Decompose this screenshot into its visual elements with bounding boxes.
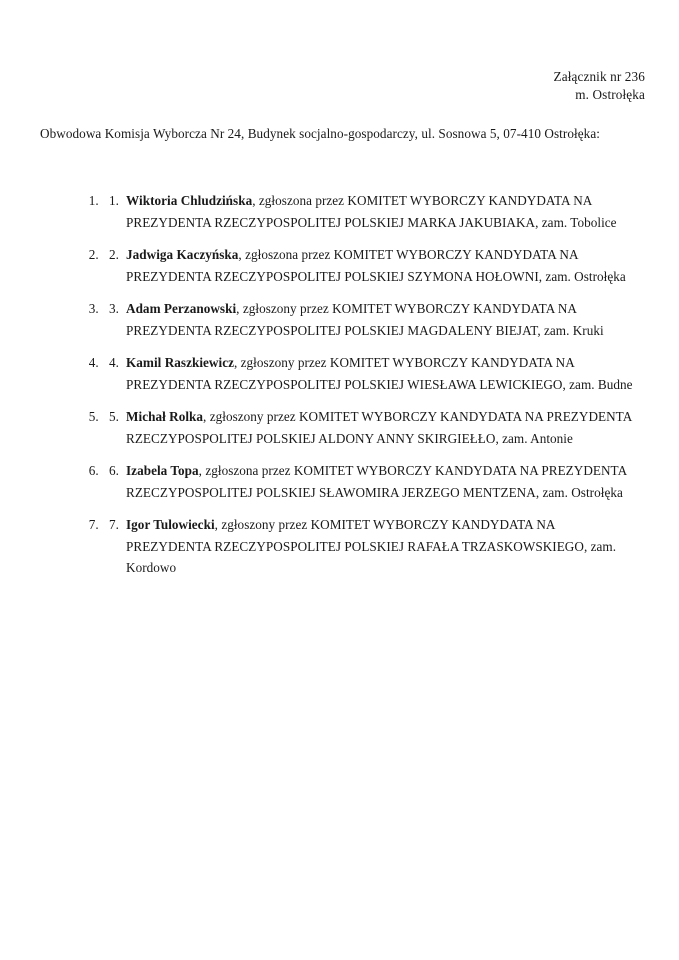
candidate-name: Jadwiga Kaczyńska [126, 247, 239, 262]
list-item [102, 352, 643, 395]
list-item [102, 460, 643, 503]
list-item-number: 7. 7. [109, 517, 119, 532]
candidate-description: , zgłoszony przez KOMITET WYBORCZY KANDYDATA NA PREZYDENTA RZECZYPOSPOLITEJ POLSKIEJ RAFAŁA TRZASKOWSKIEGO, zam. Kordowo [126, 517, 617, 575]
candidate-description: , zgłoszona przez KOMITET WYBORCZY KANDYDATA NA PREZYDENTA RZECZYPOSPOLITEJ POLSKIEJ SŁAWOMIRA JERZEGO MENTZENA, zam. Ostrołęka [126, 463, 627, 500]
list-item [102, 244, 643, 287]
candidate-list [62, 190, 643, 579]
list-item-number: 5. 5. [109, 409, 119, 424]
attachment-number: Załącznik nr 236 [553, 69, 645, 84]
candidate-name: Michał Rolka [126, 409, 204, 424]
candidate-name: Kamil Raszkiewicz [126, 355, 234, 370]
candidate-name: Wiktoria Chludzińska [126, 193, 253, 208]
list-item-number: 4. 4. [109, 355, 119, 370]
list-item [102, 190, 643, 233]
candidate-description: , zgłoszony przez KOMITET WYBORCZY KANDYDATA NA PREZYDENTA RZECZYPOSPOLITEJ POLSKIEJ WIESŁAWA LEWICKIEGO, zam. Budne [126, 355, 633, 392]
list-item-number: 3. 3. [109, 301, 119, 316]
candidate-description: , zgłoszony przez KOMITET WYBORCZY KANDYDATA NA PREZYDENTA RZECZYPOSPOLITEJ POLSKIEJ MAGDALENY BIEJAT, zam. Kruki [126, 301, 604, 338]
commission-heading: Obwodowa Komisja Wyborcza Nr 24, Budynek socjalno-gospodarczy, ul. Sosnowa 5, 07-410 Ostrołęka: [40, 126, 600, 141]
list-item [102, 406, 643, 449]
candidate-name: Izabela Topa [126, 463, 199, 478]
candidate-description: , zgłoszona przez KOMITET WYBORCZY KANDYDATA NA PREZYDENTA RZECZYPOSPOLITEJ POLSKIEJ MARKA JAKUBIAKA, zam. Tobolice [126, 193, 617, 230]
candidate-name: Igor Tulowiecki [126, 517, 215, 532]
municipality-name: m. Ostrołęka [575, 87, 645, 102]
list-item-number: 6. 6. [109, 463, 119, 478]
list-item [102, 298, 643, 341]
document-header [554, 68, 645, 104]
candidate-name: Adam Perzanowski [126, 301, 237, 316]
candidate-description: , zgłoszona przez KOMITET WYBORCZY KANDYDATA NA PREZYDENTA RZECZYPOSPOLITEJ POLSKIEJ SZYMONA HOŁOWNI, zam. Ostrołęka [126, 247, 626, 284]
list-item-number: 2. 2. [109, 247, 119, 262]
list-item-number: 1. 1. [109, 193, 119, 208]
candidate-description: , zgłoszony przez KOMITET WYBORCZY KANDYDATA NA PREZYDENTA RZECZYPOSPOLITEJ POLSKIEJ ALDONY ANNY SKIRGIEŁŁO, zam. Antonie [126, 409, 632, 446]
list-item [102, 514, 643, 579]
